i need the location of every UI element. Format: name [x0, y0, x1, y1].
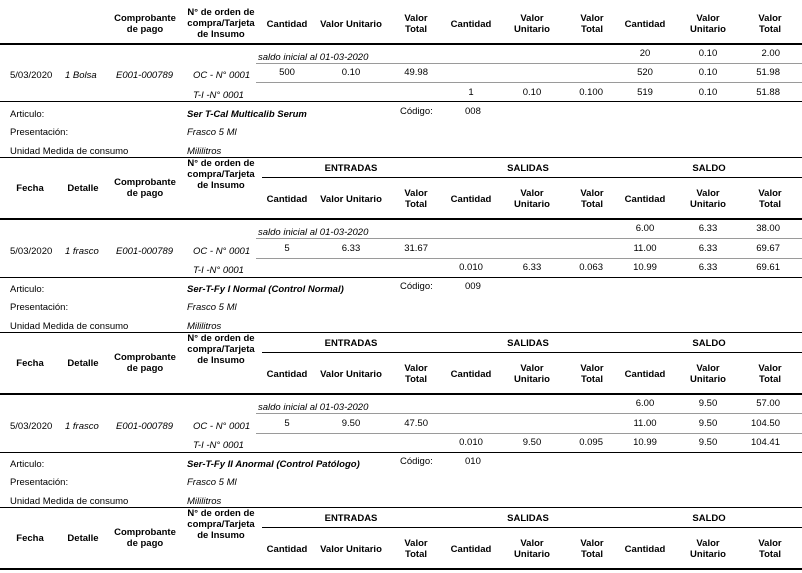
- header-salidas-valor-total: Valor Total: [580, 363, 604, 385]
- header-salidas-cantidad: Cantidad: [450, 19, 492, 30]
- divider: [0, 157, 802, 158]
- divider: [0, 507, 802, 508]
- entry-saldo-valor-unitario: 0.10: [698, 67, 718, 78]
- header-orden: N° de orden de compra/Tarjeta de Insumo: [187, 7, 255, 40]
- header-salidas-cantidad: Cantidad: [450, 194, 492, 205]
- exit-orden: T-I -N° 0001: [193, 90, 244, 101]
- header-entradas-valor-total: Valor Total: [404, 363, 428, 385]
- entry-saldo-valor-unitario: 9.50: [698, 418, 718, 429]
- header-salidas-valor-unitario: Valor Unitario: [514, 538, 550, 560]
- saldo-inicial-cantidad: 6.00: [635, 398, 655, 409]
- presentacion-value: Frasco 5 Ml: [187, 477, 237, 488]
- header-salidas-valor-total: Valor Total: [580, 13, 604, 35]
- presentacion-value: Frasco 5 Ml: [187, 127, 237, 138]
- articulo-label: Articulo:: [10, 459, 45, 470]
- header-saldo-valor-total: Valor Total: [758, 538, 782, 560]
- unidad-label: Unidad Medida de consumo: [10, 146, 129, 157]
- entry-comprobante: E001-000789: [116, 421, 174, 432]
- header-fecha: Fecha: [16, 183, 44, 194]
- header-entradas: ENTRADAS: [324, 513, 378, 524]
- header-detalle: Detalle: [67, 533, 99, 544]
- divider: [0, 332, 802, 333]
- entry-comprobante: E001-000789: [116, 246, 174, 257]
- header-salidas-valor-total: Valor Total: [580, 188, 604, 210]
- header-fecha: Fecha: [16, 358, 44, 369]
- unidad-label: Unidad Medida de consumo: [10, 496, 129, 507]
- exit-saldo-valor-unitario: 0.10: [698, 87, 718, 98]
- header-entradas-valor-total: Valor Total: [404, 538, 428, 560]
- header-salidas-cantidad: Cantidad: [450, 369, 492, 380]
- header-saldo-valor-unitario: Valor Unitario: [690, 538, 726, 560]
- divider: [262, 352, 802, 353]
- entry-saldo-cantidad: 11.00: [633, 418, 657, 429]
- header-entradas-cantidad: Cantidad: [266, 19, 308, 30]
- saldo-inicial-label: saldo inicial al 01-03-2020: [258, 402, 369, 413]
- header-saldo-valor-unitario: Valor Unitario: [690, 188, 726, 210]
- header-fecha: Fecha: [16, 533, 44, 544]
- entry-fecha: 5/03/2020: [10, 421, 53, 432]
- header-salidas-valor-total: Valor Total: [580, 538, 604, 560]
- divider: [0, 43, 802, 45]
- header-entradas-valor-unitario: Valor Unitario: [320, 544, 382, 555]
- articulo-name: Ser T-Cal Multicalib Serum: [187, 109, 307, 120]
- entry-orden: OC - N° 0001: [193, 246, 251, 257]
- header-detalle: Detalle: [67, 358, 99, 369]
- saldo-inicial-valor-total: 38.00: [756, 223, 780, 234]
- saldo-inicial-label: saldo inicial al 01-03-2020: [258, 52, 369, 63]
- header-entradas-cantidad: Cantidad: [266, 544, 308, 555]
- entry-detalle: 1 Bolsa: [65, 70, 97, 81]
- header-comprobante: Comprobante de pago: [114, 527, 176, 549]
- exit-valor-total: 0.063: [579, 262, 603, 273]
- entry-saldo-cantidad: 520: [637, 67, 653, 78]
- header-saldo: SALDO: [692, 163, 726, 174]
- entry-detalle: 1 frasco: [65, 421, 99, 432]
- codigo-label: Código:: [400, 106, 433, 117]
- entry-saldo-valor-total: 69.67: [756, 243, 780, 254]
- header-orden: N° de orden de compra/Tarjeta de Insumo: [187, 158, 255, 191]
- unidad-label: Unidad Medida de consumo: [10, 321, 129, 332]
- unidad-value: Mililitros: [187, 321, 222, 332]
- presentacion-label: Presentación:: [10, 477, 69, 488]
- exit-saldo-valor-total: 51.88: [756, 87, 780, 98]
- unidad-value: Mililitros: [187, 146, 222, 157]
- header-orden: N° de orden de compra/Tarjeta de Insumo: [187, 508, 255, 541]
- header-salidas: SALIDAS: [507, 163, 549, 174]
- exit-saldo-cantidad: 519: [637, 87, 653, 98]
- saldo-inicial-valor-total: 57.00: [756, 398, 780, 409]
- header-salidas-valor-unitario: Valor Unitario: [514, 188, 550, 210]
- articulo-name: Ser-T-Fy I Normal (Control Normal): [187, 284, 344, 295]
- entry-saldo-valor-total: 51.98: [756, 67, 780, 78]
- divider: [262, 527, 802, 528]
- saldo-inicial-valor-total: 2.00: [761, 48, 780, 59]
- header-comprobante: Comprobante de pago: [114, 13, 176, 35]
- exit-saldo-cantidad: 10.99: [633, 437, 657, 448]
- entry-valor-total: 47.50: [404, 418, 428, 429]
- header-saldo-valor-total: Valor Total: [758, 188, 782, 210]
- header-entradas-valor-unitario: Valor Unitario: [320, 194, 382, 205]
- entry-orden: OC - N° 0001: [193, 70, 251, 81]
- divider: [0, 277, 802, 278]
- entry-saldo-valor-unitario: 6.33: [698, 243, 718, 254]
- exit-saldo-valor-total: 104.41: [750, 437, 780, 448]
- entry-valor-total: 49.98: [404, 67, 428, 78]
- header-entradas-valor-total: Valor Total: [404, 13, 428, 35]
- divider: [256, 413, 802, 414]
- exit-saldo-valor-unitario: 9.50: [698, 437, 718, 448]
- entry-valor-unitario: 0.10: [341, 67, 361, 78]
- exit-cantidad: 0.010: [459, 437, 483, 448]
- header-entradas: ENTRADAS: [324, 338, 378, 349]
- header-entradas-valor-unitario: Valor Unitario: [320, 369, 382, 380]
- exit-saldo-valor-total: 69.61: [756, 262, 780, 273]
- articulo-label: Articulo:: [10, 109, 45, 120]
- header-entradas-cantidad: Cantidad: [266, 369, 308, 380]
- presentacion-value: Frasco 5 Ml: [187, 302, 237, 313]
- header-salidas: SALIDAS: [507, 513, 549, 524]
- exit-valor-unitario: 9.50: [522, 437, 542, 448]
- entry-valor-unitario: 9.50: [341, 418, 361, 429]
- header-comprobante: Comprobante de pago: [114, 352, 176, 374]
- header-saldo-valor-total: Valor Total: [758, 363, 782, 385]
- header-saldo-cantidad: Cantidad: [624, 194, 666, 205]
- saldo-inicial-cantidad: 6.00: [635, 223, 655, 234]
- exit-saldo-cantidad: 10.99: [633, 262, 657, 273]
- header-detalle: Detalle: [67, 183, 99, 194]
- articulo-label: Articulo:: [10, 284, 45, 295]
- saldo-inicial-label: saldo inicial al 01-03-2020: [258, 227, 369, 238]
- entry-valor-unitario: 6.33: [341, 243, 361, 254]
- divider: [256, 258, 802, 259]
- header-entradas-valor-unitario: Valor Unitario: [320, 19, 382, 30]
- presentacion-label: Presentación:: [10, 127, 69, 138]
- unidad-value: Mililitros: [187, 496, 222, 507]
- entry-fecha: 5/03/2020: [10, 70, 53, 81]
- codigo-value: 010: [465, 456, 481, 467]
- exit-valor-unitario: 6.33: [522, 262, 542, 273]
- header-entradas: ENTRADAS: [324, 163, 378, 174]
- saldo-inicial-valor-unitario: 6.33: [698, 223, 718, 234]
- divider: [0, 101, 802, 102]
- saldo-inicial-valor-unitario: 9.50: [698, 398, 718, 409]
- divider: [0, 393, 802, 395]
- header-entradas-cantidad: Cantidad: [266, 194, 308, 205]
- divider: [256, 63, 802, 64]
- header-saldo-cantidad: Cantidad: [624, 544, 666, 555]
- entry-cantidad: 5: [284, 418, 290, 429]
- saldo-inicial-cantidad: 20: [639, 48, 651, 59]
- divider: [262, 177, 802, 178]
- exit-cantidad: 1: [468, 87, 474, 98]
- entry-cantidad: 500: [279, 67, 295, 78]
- exit-valor-total: 0.095: [579, 437, 603, 448]
- divider: [256, 433, 802, 434]
- exit-orden: T-I -N° 0001: [193, 440, 244, 451]
- header-saldo-valor-unitario: Valor Unitario: [690, 363, 726, 385]
- entry-detalle: 1 frasco: [65, 246, 99, 257]
- header-salidas-valor-unitario: Valor Unitario: [514, 363, 550, 385]
- header-saldo-valor-unitario: Valor Unitario: [690, 13, 726, 35]
- divider: [256, 82, 802, 83]
- articulo-name: Ser-T-Fy II Anormal (Control Patólogo): [187, 459, 360, 470]
- entry-fecha: 5/03/2020: [10, 246, 53, 257]
- codigo-value: 008: [465, 106, 481, 117]
- exit-valor-total: 0.100: [579, 87, 603, 98]
- header-salidas: SALIDAS: [507, 338, 549, 349]
- entry-valor-total: 31.67: [404, 243, 428, 254]
- exit-valor-unitario: 0.10: [522, 87, 542, 98]
- entry-cantidad: 5: [284, 243, 290, 254]
- exit-cantidad: 0.010: [459, 262, 483, 273]
- header-comprobante: Comprobante de pago: [114, 177, 176, 199]
- entry-saldo-valor-total: 104.50: [750, 418, 780, 429]
- codigo-label: Código:: [400, 281, 433, 292]
- divider: [256, 238, 802, 239]
- header-saldo: SALDO: [692, 338, 726, 349]
- divider: [0, 568, 802, 570]
- header-saldo: SALDO: [692, 513, 726, 524]
- presentacion-label: Presentación:: [10, 302, 69, 313]
- header-saldo-valor-total: Valor Total: [758, 13, 782, 35]
- header-entradas-valor-total: Valor Total: [404, 188, 428, 210]
- exit-orden: T-I -N° 0001: [193, 265, 244, 276]
- divider: [0, 452, 802, 453]
- header-saldo-cantidad: Cantidad: [624, 369, 666, 380]
- codigo-label: Código:: [400, 456, 433, 467]
- header-salidas-valor-unitario: Valor Unitario: [514, 13, 550, 35]
- entry-saldo-cantidad: 11.00: [633, 243, 657, 254]
- entry-orden: OC - N° 0001: [193, 421, 251, 432]
- header-saldo-cantidad: Cantidad: [624, 19, 666, 30]
- exit-saldo-valor-unitario: 6.33: [698, 262, 718, 273]
- saldo-inicial-valor-unitario: 0.10: [698, 48, 718, 59]
- entry-comprobante: E001-000789: [116, 70, 174, 81]
- divider: [0, 218, 802, 220]
- header-salidas-cantidad: Cantidad: [450, 544, 492, 555]
- codigo-value: 009: [465, 281, 481, 292]
- header-orden: N° de orden de compra/Tarjeta de Insumo: [187, 333, 255, 366]
